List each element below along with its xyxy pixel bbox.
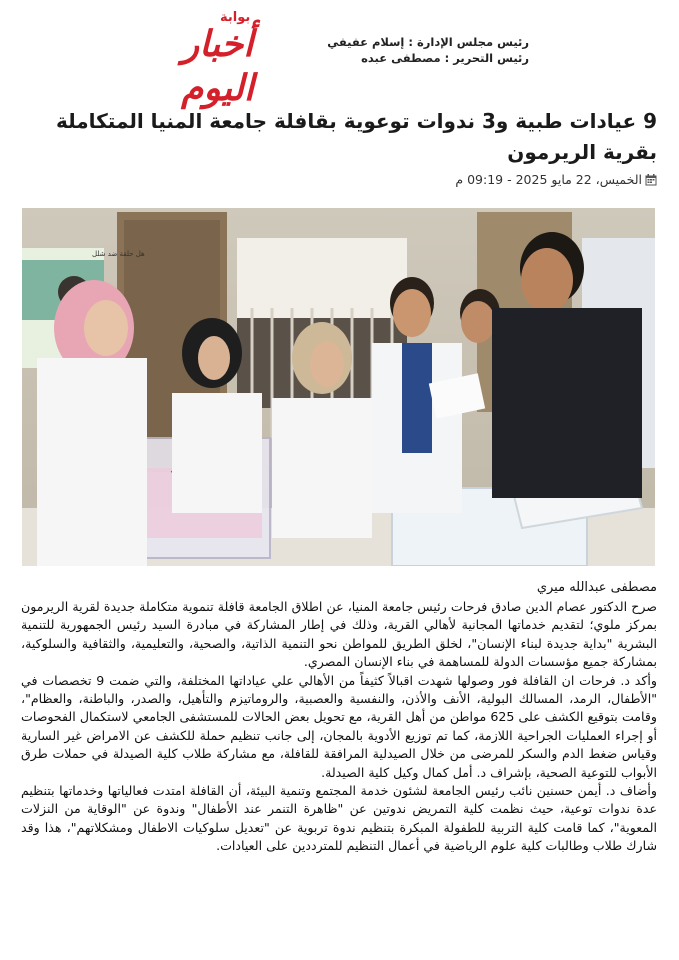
article-paragraph: وأكد د. فرحات ان القافلة فور وصولها شهدت اقبالاً كثيفاً من الأهالي علي عياداتها المختلفة، والتي ضمت 9 تخصصات في "الأطفال، الرمد، المسالك البولية، الأنف والأذن، والنفسية والعصبية، والروماتيزم والتأهيل، والصدر، والباطنة، والعظام"، وقامت بتوقيع الكشف على 625 مواطن من أهل القرية، مع تحويل بعض الحالات للمستشفى الجامعي لاستكمال الفحوصات أو إجراء العمليات الجراحية اللازمة، كما تم توزيع الأدوية بالمجان، إلى جانب تنظيم حملة للكشف عن الامراض غير السارية وقياس ضغط الدم والسكر للمرضى من خلال الصيدلية المرافقة للقافلة، مع مشاركة طلاب كلية الصيدلة في حملات طرق الأبواب للتوعية الصحية، بإشراف د. أمل كمال وكيل كلية الصيدلة. — [21, 672, 657, 780]
article-paragraph: وأضاف د. أيمن حسنين نائب رئيس الجامعة لشئون خدمة المجتمع وتنمية البيئة، أن القافلة امتدت فعالياتها وخدماتها بتنظيم عدة ندوات توعية، حيث نظمت كلية التمريض ندوتين عن "ظاهرة التنمر عند الأطفال" وندوة عن "الوقاية من النزلات المعوية"، كما قامت كلية التربية للطفولة المبكرة بتنظيم ندوة تربوية عن "تعديل سلوكيات الاطفال ومشكلاتهم"، هذا وقد شارك طلاب وطالبات كلية علوم الرياضية في أعمال التنظيم للمترددين على العيادات. — [21, 783, 657, 854]
board-chair: رئيس مجلس الإدارة : إسلام عفيفي — [327, 35, 529, 49]
article-title: 9 عيادات طبية و3 ندوات توعوية بقافلة جامعة المنيا المتكاملة بقرية الريرمون — [55, 109, 657, 164]
article-paragraph: صرح الدكتور عصام الدين صادق فرحات رئيس جامعة المنيا، عن اطلاق الجامعة قافلة تنموية متكاملة جديدة لقرية الريرمون بمركز ملوي؛ لتقديم خدماتها المجانية لأهالي القرية، وذلك في إطار المشاركة في مبادرة السيد رئيس الجمهورية للتنمية البشرية "بداية جديدة لبناء الإنسان"، لخلق الطريق للمواطن نحو التنمية الذاتية، والصحية، والتعليمية، والثقافية والسلوكية، بمشاركة جميع مؤسسات الدولة للمساهمة في بناء الإنسان المصري. — [21, 599, 657, 670]
masthead — [319, 34, 529, 66]
article-dateline — [455, 172, 657, 187]
article-date: الخميس، 22 مايو 2025 - 09:19 م — [455, 172, 642, 187]
logo-small-text: بوابة — [220, 10, 251, 25]
poster-text: هل حلقة ضد شلل — [92, 250, 145, 258]
calendar-icon — [645, 174, 657, 186]
article-byline: مصطفى عبدالله ميري — [536, 580, 657, 595]
site-header — [0, 0, 679, 109]
site-logo[interactable] — [150, 10, 285, 109]
editor-in-chief: رئيس التحرير : مصطفى عبده — [361, 51, 529, 65]
logo-main-text: أخبار اليوم — [181, 23, 254, 109]
medical-convoy-photo — [22, 208, 655, 566]
article-body — [21, 598, 657, 856]
article-photo — [22, 208, 655, 566]
